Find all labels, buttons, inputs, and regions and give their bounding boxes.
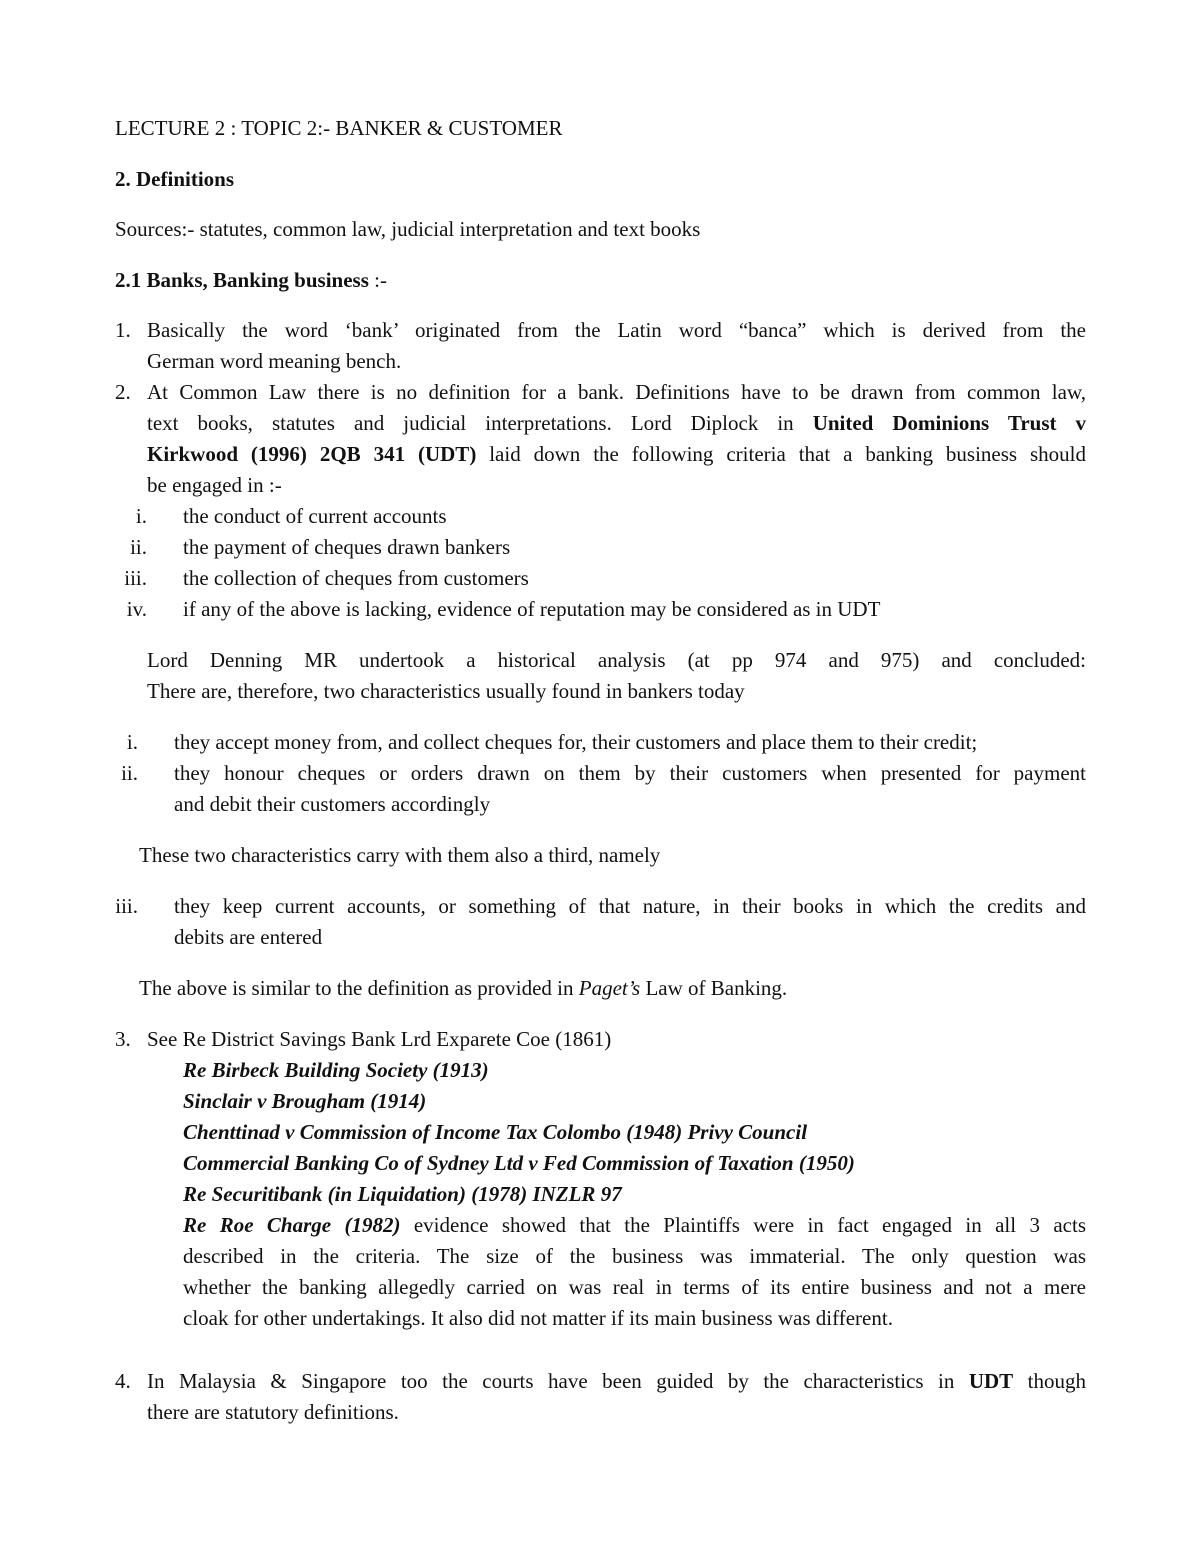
characteristic-line: debits are entered bbox=[174, 925, 323, 949]
item4-number: 4. bbox=[115, 1369, 131, 1393]
characteristic-line: they keep current accounts, or something of that nature, in their books in which the credits and bbox=[174, 894, 1086, 918]
criteria-num: iv. bbox=[126, 597, 147, 621]
case-name-udt: United Dominions Trust v bbox=[812, 411, 1086, 435]
item1-line2: German word meaning bench. bbox=[147, 349, 402, 373]
case-reference: Re Securitibank (in Liquidation) (1978) INZLR 97 bbox=[183, 1182, 622, 1206]
characteristic-line: they honour cheques or orders drawn on them by their customers when presented for payment bbox=[174, 761, 1086, 785]
item3-number: 3. bbox=[115, 1027, 131, 1051]
paget-text: The above is similar to the definition as provided in bbox=[139, 976, 579, 1000]
roe-line1-text: evidence showed that the Plaintiffs were in fact engaged in all 3 acts bbox=[400, 1213, 1086, 1237]
roe-line1 bbox=[183, 1210, 1086, 1241]
item4-line1-end: though bbox=[1013, 1369, 1086, 1393]
case-reference: Re Birbeck Building Society (1913) bbox=[183, 1058, 489, 1082]
case-reference: Commercial Banking Co of Sydney Ltd v Fed Commission of Taxation (1950) bbox=[183, 1151, 855, 1175]
criteria-text: the payment of cheques drawn bankers bbox=[183, 535, 511, 559]
criteria-num: ii. bbox=[130, 535, 147, 559]
case-reference: Chenttinad v Commission of Income Tax Colombo (1948) Privy Council bbox=[183, 1120, 808, 1144]
characteristic-line: they accept money from, and collect cheques for, their customers and place them to their credit; bbox=[174, 730, 978, 754]
characteristic-num: iii. bbox=[115, 894, 138, 918]
item3-line1: See Re District Savings Bank Lrd Exparete Coe (1861) bbox=[147, 1027, 612, 1051]
subsection-heading bbox=[115, 265, 387, 296]
paget-italic: Paget’s bbox=[578, 976, 641, 1000]
item4-line1 bbox=[147, 1366, 1086, 1397]
item1-line1: Basically the word ‘bank’ originated from the Latin word “banca” which is derived from the bbox=[147, 318, 1086, 342]
section-heading: 2. Definitions bbox=[115, 167, 235, 191]
third-intro: These two characteristics carry with them also a third, namely bbox=[139, 843, 661, 867]
denning-line1: Lord Denning MR undertook a historical analysis (at pp 974 and 975) and concluded: bbox=[147, 648, 1086, 672]
item2-line1: At Common Law there is no definition for a bank. Definitions have to be drawn from common law, bbox=[147, 380, 1086, 404]
case-citation-udt: Kirkwood (1996) 2QB 341 (UDT) bbox=[147, 442, 477, 466]
roe-line4: cloak for other undertakings. It also did not matter if its main business was different. bbox=[183, 1306, 893, 1330]
characteristic-num: ii. bbox=[121, 761, 138, 785]
item2-line2-text: text books, statutes and judicial interpretations. Lord Diplock in bbox=[147, 411, 813, 435]
item2-line4: be engaged in :- bbox=[147, 473, 282, 497]
item2-line3-text: laid down the following criteria that a banking business should bbox=[476, 442, 1086, 466]
lecture-title: LECTURE 2 : TOPIC 2:- BANKER & CUSTOMER bbox=[115, 116, 563, 140]
roe-line2: described in the criteria. The size of the business was immaterial. The only question was bbox=[183, 1244, 1086, 1268]
criteria-num: iii. bbox=[124, 566, 147, 590]
criteria-num: i. bbox=[135, 504, 147, 528]
item2-line3 bbox=[147, 439, 1086, 470]
item4-line1-text: In Malaysia & Singapore too the courts have been guided by the characteristics in bbox=[147, 1369, 969, 1393]
item1-number: 1. bbox=[115, 318, 131, 342]
roe-line3: whether the banking allegedly carried on was real in terms of its entire business and not a mere bbox=[183, 1275, 1086, 1299]
characteristic-line: and debit their customers accordingly bbox=[174, 792, 491, 816]
subsection-bold: 2.1 Banks, Banking business bbox=[115, 268, 369, 292]
item2-number: 2. bbox=[115, 380, 131, 404]
criteria-text: the collection of cheques from customers bbox=[183, 566, 529, 590]
paget-line bbox=[139, 973, 787, 1004]
sources-line: Sources:- statutes, common law, judicial interpretation and text books bbox=[115, 217, 701, 241]
subsection-rest: :- bbox=[368, 268, 387, 292]
paget-text-end: Law of Banking. bbox=[640, 976, 788, 1000]
characteristic-num: i. bbox=[126, 730, 138, 754]
item4-line2: there are statutory definitions. bbox=[147, 1400, 399, 1424]
denning-line2: There are, therefore, two characteristics usually found in bankers today bbox=[147, 679, 745, 703]
item2-line2 bbox=[147, 408, 1086, 439]
case-roe-charge: Re Roe Charge (1982) bbox=[183, 1213, 401, 1237]
criteria-text: if any of the above is lacking, evidence of reputation may be considered as in UDT bbox=[183, 597, 881, 621]
udt-abbrev: UDT bbox=[968, 1369, 1014, 1393]
case-reference: Sinclair v Brougham (1914) bbox=[183, 1089, 427, 1113]
criteria-text: the conduct of current accounts bbox=[183, 504, 447, 528]
